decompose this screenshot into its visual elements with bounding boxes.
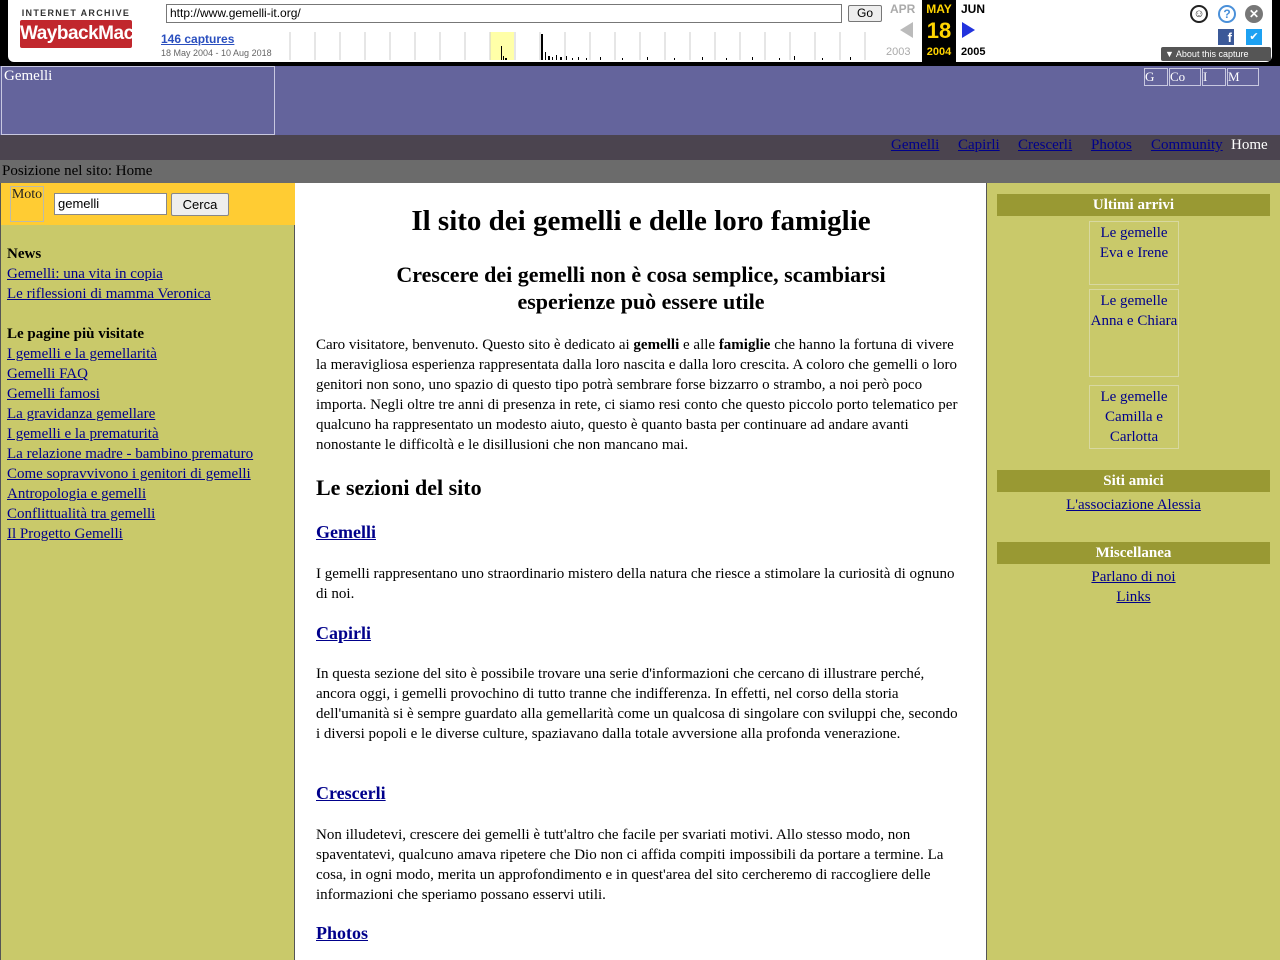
header-image-1[interactable]: G — [1144, 68, 1168, 86]
popular-link[interactable]: Conflittualità tra gemelli — [7, 506, 156, 522]
friend-link[interactable]: L'associazione Alessia — [1066, 497, 1201, 513]
intro-bold: gemelli — [633, 337, 680, 353]
wayback-go-button[interactable]: Go — [848, 5, 882, 22]
prev-arrow-icon[interactable] — [900, 22, 913, 38]
page-subtitle: Crescere dei gemelli non è cosa semplice, scambiarsi esperienze può essere utile — [396, 262, 886, 314]
header-image-3[interactable]: I — [1202, 68, 1226, 86]
intro-bold: famiglie — [718, 337, 771, 353]
right-sidebar — [986, 183, 1280, 960]
wayback-panel — [8, 0, 1272, 62]
prev-year: 2003 — [886, 46, 911, 58]
latest-heading: Ultimi arrivi — [997, 194, 1270, 216]
wayback-url-input[interactable]: http://www.gemelli-it.org/ — [166, 4, 842, 23]
search-input[interactable]: gemelli — [54, 193, 167, 215]
news-link[interactable]: Le riflessioni di mamma Veronica — [7, 286, 211, 302]
nav-gemelli[interactable]: Gemelli — [891, 137, 940, 153]
next-year: 2005 — [961, 46, 986, 58]
friends-heading: Siti amici — [997, 470, 1270, 492]
section-text: In questa sezione del sito è possibile trovare una serie d'informazioni che cercano di illustrare perché, ancora oggi, i gemelli provochino di tutto tranne che indifferenza. In effetti, nel corso della storia dell'umanità si è sempre guardato alla gemellarità come un qualcosa di singolare con sviluppi che, secondo i diversi popoli e le diverse culture, spaziavano dalla totale avversione alla profonda venerazione. — [316, 666, 958, 742]
intro-text: che hanno la fortuna di vivere la meravigliosa esperienza rappresentata dalla loro nascita e dalla loro crescita. A coloro che gemelli o loro genitori non sono, uno spazio di questo tipo potrà sembrare forse bizzarro o strambo, a noi però poco importa. Negli oltre tre anni di presenza in rete, ci siamo resi conto che questo piccolo porto telematico per qualcuno ha rappresentato un modesto aiuto, questo è quanto basta per continuare ad andare avanti nonostante le difficoltà e le disillusioni che non mancano mai. — [316, 337, 958, 453]
wayback-range: 18 May 2004 - 10 Aug 2018 — [161, 48, 272, 58]
section-text: I gemelli rappresentano uno straordinario mistero della natura che riesce a stimolare la curiosità di ognuno di noi. — [316, 566, 955, 602]
wayback-logo-top: INTERNET ARCHIVE — [21, 8, 131, 18]
wayback-logo[interactable] — [20, 8, 171, 50]
header-mini-images — [1144, 68, 1260, 86]
nav-photos[interactable]: Photos — [1091, 137, 1132, 153]
top-nav — [0, 135, 1280, 160]
current-capture — [922, 0, 956, 62]
search-button[interactable]: Cerca — [171, 193, 229, 216]
about-capture-label: About this capture — [1175, 49, 1249, 59]
popular-link[interactable]: La gravidanza gemellare — [7, 406, 156, 422]
popular-link[interactable]: Gemelli famosi — [7, 386, 100, 402]
latest-image[interactable]: Le gemelle Eva e Irene — [1089, 221, 1179, 285]
wayback-calendar — [886, 0, 1016, 62]
news-heading: News — [7, 246, 42, 262]
popular-link[interactable]: La relazione madre - bambino prematuro — [7, 446, 254, 462]
misc-link[interactable]: Links — [1116, 589, 1151, 605]
header-image-4[interactable]: M — [1227, 68, 1259, 86]
facebook-icon[interactable]: f — [1218, 29, 1234, 45]
prev-month[interactable]: APR — [890, 2, 916, 16]
main-content — [296, 183, 986, 960]
intro-text: e alle — [679, 337, 719, 353]
misc-heading: Miscellanea — [997, 542, 1270, 564]
wayback-captures-link[interactable]: 146 captures — [161, 32, 235, 46]
breadcrumb: Posizione nel sito: Home — [0, 160, 1280, 183]
nav-crescerli[interactable]: Crescerli — [1018, 137, 1073, 153]
page-title: Il sito dei gemelli e delle loro famiglie — [411, 205, 871, 237]
twitter-icon[interactable]: ✔ — [1246, 29, 1262, 45]
wayback-logo-main: WaybackMachine — [20, 20, 132, 48]
search-bar — [1, 183, 295, 225]
popular-link[interactable]: Il Progetto Gemelli — [7, 526, 123, 542]
news-link[interactable]: Gemelli: una vita in copia — [7, 266, 163, 282]
popular-link[interactable]: I gemelli e la gemellarità — [7, 346, 157, 362]
popular-link[interactable]: Come sopravvivono i genitori di gemelli — [7, 466, 251, 482]
site-logo[interactable]: Gemelli — [1, 66, 275, 135]
latest-image[interactable]: Le gemelle Anna e Chiara — [1089, 289, 1179, 377]
current-month: MAY — [926, 2, 952, 16]
current-year: 2004 — [926, 46, 952, 58]
popular-heading: Le pagine più visitate — [7, 326, 145, 342]
about-capture-button[interactable]: ▼ About this capture — [1161, 47, 1271, 61]
section-link-capirli[interactable]: Capirli — [316, 623, 372, 643]
intro-text: Caro visitatore, benvenuto. Questo sito è dedicato ai — [316, 337, 634, 353]
latest-image[interactable]: Le gemelle Camilla e Carlotta — [1089, 385, 1179, 449]
popular-link[interactable]: I gemelli e la prematurità — [7, 426, 159, 442]
user-icon[interactable]: ☺ — [1190, 5, 1208, 23]
current-day: 18 — [926, 18, 952, 43]
section-link-crescerli[interactable]: Crescerli — [316, 783, 386, 803]
search-image: Moto — [10, 186, 44, 222]
section-link-gemelli[interactable]: Gemelli — [316, 522, 376, 542]
nav-home-current: Home — [1231, 137, 1268, 153]
left-sidebar — [0, 183, 295, 960]
help-icon[interactable]: ? — [1218, 5, 1236, 23]
section-link-photos[interactable]: Photos — [316, 923, 369, 943]
nav-community[interactable]: Community — [1151, 137, 1223, 153]
nav-capirli[interactable]: Capirli — [958, 137, 1000, 153]
popular-link[interactable]: Antropologia e gemelli — [7, 486, 147, 502]
section-text: Non illudetevi, crescere dei gemelli è tutt'altro che facile per svariati motivi. Allo stesso modo, non spaventatevi, qualcuno amava ripetere che Dio non ci affida compiti impossibili da portare a termine. La cosa, in ogni modo, merita un approfondimento e in quest'area del sito cercheremo di raccogliere delle informazioni che speriamo possano esservi utili. — [316, 827, 944, 903]
close-icon[interactable]: ✕ — [1245, 5, 1263, 23]
misc-link[interactable]: Parlano di noi — [1091, 569, 1176, 585]
wayback-toolbar — [0, 0, 1280, 66]
site-header — [0, 66, 1280, 135]
popular-link[interactable]: Gemelli FAQ — [7, 366, 88, 382]
wayback-sparkline[interactable] — [282, 32, 882, 60]
sections-heading: Le sezioni del sito — [316, 475, 482, 500]
header-image-2[interactable]: Co — [1169, 68, 1201, 86]
next-month[interactable]: JUN — [961, 2, 986, 16]
intro-paragraph — [316, 335, 964, 455]
next-arrow-icon[interactable] — [962, 22, 975, 38]
